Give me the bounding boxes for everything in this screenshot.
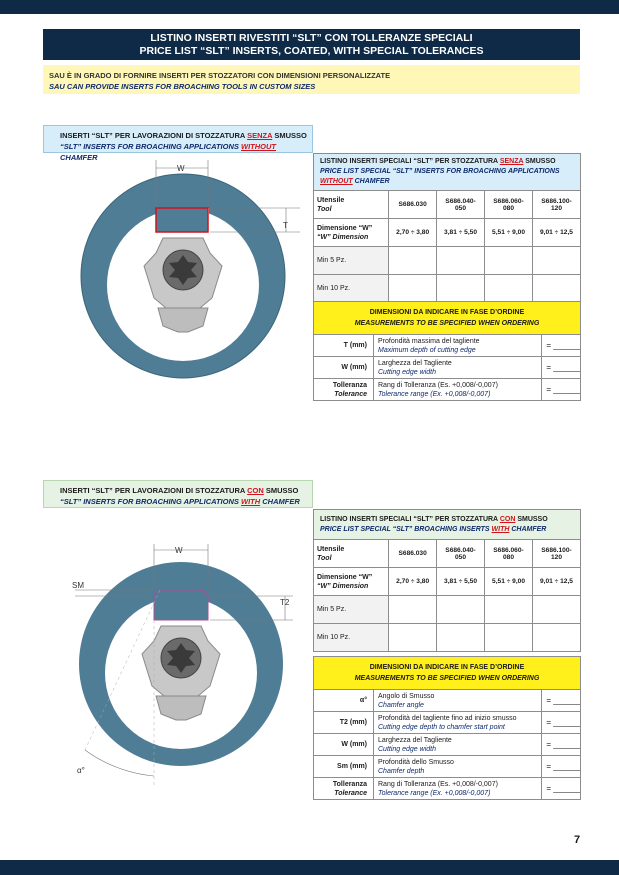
dim-alpha-label: α°	[77, 766, 85, 775]
label-it: Dimensione “W”	[317, 224, 373, 232]
spec-key	[314, 712, 374, 734]
table-cell: S686.100-120	[533, 540, 581, 568]
label-highlight: WITH	[240, 497, 261, 506]
spec-key-text: W (mm)	[341, 741, 367, 748]
spec-value-field[interactable]: = ______	[542, 379, 581, 401]
row-label: Min 10 Pz.	[314, 624, 389, 652]
dim-sm-label: SM	[72, 581, 84, 590]
dim-w-label: W	[177, 164, 185, 173]
spec-key	[314, 778, 374, 800]
table-row	[314, 596, 581, 624]
table-cell	[533, 624, 581, 652]
spec-desc-it: Rang di Tolleranza (Es. +0,008/-0,007)	[378, 780, 498, 788]
label-en: “W” Dimension	[317, 582, 369, 590]
spec-row	[314, 712, 581, 734]
spec-key-en: Tolerance	[334, 390, 367, 398]
spec-value-field[interactable]: = ______	[542, 756, 581, 778]
table-cell: S686.040-050	[437, 540, 485, 568]
label-it: Dimensione “W”	[317, 573, 373, 581]
row-label	[314, 568, 389, 596]
chamfered-edge	[154, 590, 208, 620]
spec-key-text: Sm (mm)	[337, 763, 367, 770]
table-cell: S686.030	[389, 540, 437, 568]
price-table-without-chamfer	[313, 153, 581, 303]
notice-it: SAU È IN GRADO DI FORNIRE INSERTI PER STOZZATORI CON DIMENSIONI PERSONALIZZATE	[49, 71, 391, 80]
spec-desc-it: Profondità del tagliente fino ad inizio smusso	[378, 714, 517, 722]
header-text: PRICE LIST SPECIAL “SLT” INSERTS FOR BROACHING APPLICATIONS	[320, 168, 560, 175]
bottom-bar	[0, 860, 619, 875]
header-highlight: SENZA	[499, 158, 524, 165]
table-row	[314, 540, 581, 568]
table-cell: 2,70 ÷ 3,80	[389, 568, 437, 596]
spec-header-en: MEASUREMENTS TO BE SPECIFIED WHEN ORDERING	[354, 675, 540, 682]
header-text: LISTINO INSERTI SPECIALI “SLT” PER STOZZATURA	[320, 158, 500, 165]
spec-key-text: Tolleranza	[332, 381, 367, 389]
spec-desc-en: Tolerance range (Ex. +0,008/-0,007)	[378, 390, 491, 398]
table-cell: 2,70 ÷ 3,80	[389, 219, 437, 247]
table-row	[314, 219, 581, 247]
spec-desc-it: Larghezza del Tagliente	[378, 359, 452, 367]
table-cell	[389, 624, 437, 652]
table-cell: 5,51 ÷ 9,00	[485, 219, 533, 247]
row-label: Min 10 Pz.	[314, 275, 389, 303]
spec-row	[314, 756, 581, 778]
spec-desc	[374, 756, 542, 778]
table-cell	[437, 275, 485, 303]
table-cell	[485, 275, 533, 303]
insert-drawing-without-chamfer	[60, 158, 315, 398]
spec-row	[314, 690, 581, 712]
spec-value-field[interactable]: = ______	[542, 712, 581, 734]
spec-desc-it: Angolo di Smusso	[378, 692, 435, 700]
spec-key	[314, 756, 374, 778]
spec-key-text: W (mm)	[341, 364, 367, 371]
table-cell: 9,01 ÷ 12,5	[533, 219, 581, 247]
spec-desc	[374, 778, 542, 800]
spec-desc-en: Chamfer angle	[378, 701, 424, 709]
spec-desc	[374, 357, 542, 379]
table-cell: S686.030	[389, 191, 437, 219]
row-label	[314, 219, 389, 247]
header-text: CHAMFER	[509, 525, 547, 533]
spec-desc-it: Profondità massima del tagliente	[378, 337, 480, 345]
label-text: SMUSSO	[272, 131, 307, 140]
row-label: Min 5 Pz.	[314, 596, 389, 624]
label-highlight: WITHOUT	[240, 142, 276, 151]
table-cell: S686.100-120	[533, 191, 581, 219]
spec-key	[314, 379, 374, 401]
spec-header-en: MEASUREMENTS TO BE SPECIFIED WHEN ORDERING	[354, 320, 540, 327]
section2-label	[43, 480, 313, 508]
spec-desc	[374, 712, 542, 734]
table-cell: 9,01 ÷ 12,5	[533, 568, 581, 596]
spec-row	[314, 778, 581, 800]
price-table-header	[314, 154, 581, 191]
table-cell	[533, 275, 581, 303]
table-cell: S686.060-080	[485, 540, 533, 568]
row-label: Min 5 Pz.	[314, 247, 389, 275]
spec-desc-it: Profondità dello Smusso	[378, 758, 454, 766]
table-cell	[389, 596, 437, 624]
table-cell	[437, 624, 485, 652]
header-text: SMUSSO	[523, 158, 556, 165]
spec-value-field[interactable]: = ______	[542, 335, 581, 357]
spec-key-text: Tolleranza	[332, 780, 367, 788]
table-row	[314, 247, 581, 275]
table-row	[314, 275, 581, 303]
spec-key	[314, 690, 374, 712]
spec-desc	[374, 690, 542, 712]
dim-t2-label: T2	[280, 598, 290, 607]
table-cell	[437, 247, 485, 275]
table-cell: S686.060-080	[485, 191, 533, 219]
top-bar	[0, 0, 619, 14]
header-highlight: WITHOUT	[320, 178, 353, 185]
spec-desc-en: Cutting edge depth to chamfer start point	[378, 723, 505, 731]
spec-desc	[374, 335, 542, 357]
spec-value-field[interactable]: = ______	[542, 778, 581, 800]
row-label	[314, 540, 389, 568]
spec-desc	[374, 734, 542, 756]
header-text: SMUSSO	[515, 515, 548, 523]
spec-row	[314, 734, 581, 756]
spec-value-field[interactable]: = ______	[542, 690, 581, 712]
spec-row	[314, 379, 581, 401]
title-en: PRICE LIST “SLT” INSERTS, COATED, WITH SPECIAL TOLERANCES	[139, 45, 484, 57]
table-cell	[485, 247, 533, 275]
title-it: LISTINO INSERTI RIVESTITI “SLT” CON TOLLERANZE SPECIALI	[150, 32, 473, 44]
label-text: SMUSSO	[263, 486, 299, 495]
label-text: “SLT” INSERTS FOR BROACHING APPLICATIONS	[60, 142, 241, 151]
spec-key-text: T (mm)	[343, 342, 367, 349]
label-text: “SLT” INSERTS FOR BROACHING APPLICATIONS	[60, 497, 241, 506]
label-text: CHAMFER	[260, 497, 300, 506]
spec-desc-en: Chamfer depth	[378, 767, 425, 775]
cutting-edge	[156, 208, 208, 232]
spec-row	[314, 357, 581, 379]
spec-desc-en: Cutting edge width	[378, 368, 436, 376]
page-number: 7	[574, 834, 581, 846]
table-row	[314, 191, 581, 219]
header-highlight: WITH	[491, 525, 510, 533]
dim-w-label: W	[175, 546, 183, 555]
section1-label	[43, 125, 313, 162]
spec-key	[314, 734, 374, 756]
label-text: INSERTI “SLT” PER LAVORAZIONI DI STOZZATURA	[60, 131, 248, 140]
label-highlight: SENZA	[247, 131, 273, 140]
spec-header	[314, 302, 581, 335]
label-it: Utensile	[317, 196, 345, 204]
spec-value-field[interactable]: = ______	[542, 357, 581, 379]
spec-key-text: α°	[359, 697, 367, 704]
label-it: Utensile	[317, 545, 345, 553]
header-text: PRICE LIST SPECIAL “SLT” BROACHING INSERTS	[320, 525, 492, 533]
spec-header-it: DIMENSIONI DA INDICARE IN FASE D’ORDINE	[369, 309, 525, 316]
dim-t-label: T	[283, 221, 288, 230]
label-en: “W” Dimension	[317, 233, 369, 241]
spec-desc-en: Tolerance range (Ex. +0,008/-0,007)	[378, 789, 491, 797]
spec-desc	[374, 379, 542, 401]
table-cell	[389, 247, 437, 275]
spec-row	[314, 335, 581, 357]
table-row	[314, 568, 581, 596]
price-table-with-chamfer	[313, 509, 581, 652]
spec-desc-it: Larghezza del Tagliente	[378, 736, 452, 744]
spec-desc-en: Cutting edge width	[378, 745, 436, 753]
table-cell	[533, 247, 581, 275]
header-text: LISTINO INSERTI SPECIALI “SLT” PER STOZZATURA	[320, 515, 500, 523]
price-table-header	[314, 510, 581, 540]
label-text: INSERTI “SLT” PER LAVORAZIONI DI STOZZATURA	[60, 486, 248, 495]
table-cell: 3,81 ÷ 5,50	[437, 568, 485, 596]
order-spec-table-without-chamfer	[313, 301, 581, 401]
label-en: Tool	[317, 554, 332, 562]
spec-desc-en: Maximum depth of cutting edge	[378, 346, 476, 354]
spec-key-text: T2 (mm)	[339, 719, 367, 726]
label-text: CHAMFER	[60, 153, 98, 162]
label-highlight: CON	[247, 486, 264, 495]
table-cell: S686.040-050	[437, 191, 485, 219]
table-cell: 5,51 ÷ 9,00	[485, 568, 533, 596]
table-cell	[533, 596, 581, 624]
table-cell: 3,81 ÷ 5,50	[437, 219, 485, 247]
notice-en: SAU CAN PROVIDE INSERTS FOR BROACHING TOOLS IN CUSTOM SIZES	[49, 82, 316, 91]
table-row	[314, 624, 581, 652]
table-cell	[485, 624, 533, 652]
label-en: Tool	[317, 205, 332, 213]
insert-drawing-with-chamfer	[55, 540, 313, 790]
header-highlight: CON	[499, 515, 516, 523]
order-spec-table-with-chamfer	[313, 656, 581, 800]
spec-desc-it: Rang di Tolleranza (Es. +0,008/-0,007)	[378, 381, 498, 389]
spec-header-it: DIMENSIONI DA INDICARE IN FASE D’ORDINE	[369, 664, 525, 671]
row-label	[314, 191, 389, 219]
page-title	[43, 29, 580, 60]
header-text: CHAMFER	[352, 178, 390, 185]
table-cell	[437, 596, 485, 624]
table-cell	[485, 596, 533, 624]
spec-header	[314, 657, 581, 690]
table-cell	[389, 275, 437, 303]
spec-key	[314, 335, 374, 357]
spec-key-en: Tolerance	[334, 789, 367, 797]
spec-key	[314, 357, 374, 379]
custom-size-notice	[43, 65, 580, 94]
spec-value-field[interactable]: = ______	[542, 734, 581, 756]
